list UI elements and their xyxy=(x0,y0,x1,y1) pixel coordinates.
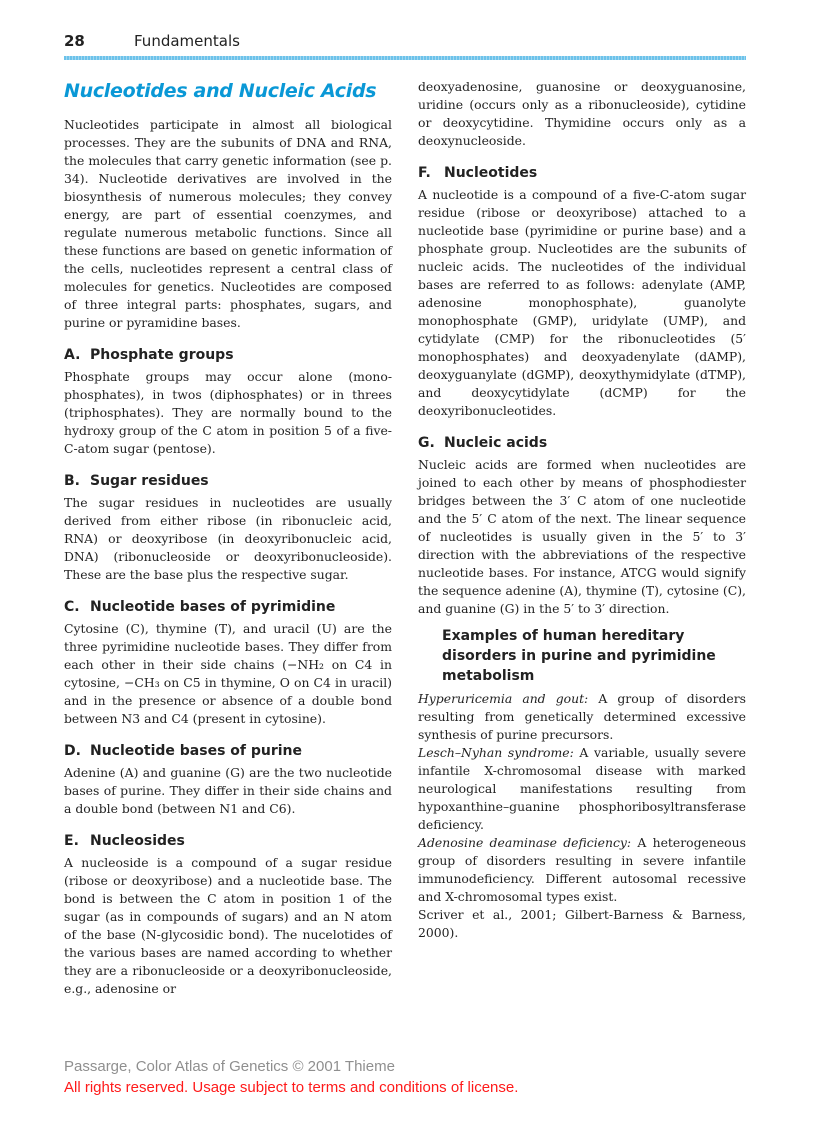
section-text-b: The sugar residues in nucleotides are usually derived from either ribose (in ribonucleic acid, RNA) or deoxyribose (in deoxyribonucleic acid, DNA) (ribonucleoside or deoxyribonucleoside). These are the base plus the respective sugar. xyxy=(64,495,392,582)
section-text-f: A nucleotide is a compound of a five-C-atom sugar residue (ribose or deoxyribose) attached to a nucleotide base (pyrimidine or purine base) and a phosphate group. Nucleotides are the subunits of nucleic acids. The nucleotides of the individual bases are referred to as follows: adenylate (AMP, adenosine monophosphate), guanolyte monophosphate (GMP), uridylate (UMP), and cytidylate (CMP) for the ribonucleotides (5′ monophosphates) and deoxyadenylate (dAMP), deoxyguanylate (dGMP), deoxythymidylate (dTMP), and deoxycytidylate (dCMP) for the deoxyribonucleotides. xyxy=(418,187,746,418)
section-title: Nucleotide bases of pyrimidine xyxy=(90,599,336,615)
page-title: Nucleotides and Nucleic Acids xyxy=(64,80,377,102)
running-head: Fundamentals xyxy=(134,32,240,50)
section-heading-e xyxy=(64,832,392,850)
section-heading-d xyxy=(64,742,392,760)
section-heading-c xyxy=(64,598,392,616)
header-rule xyxy=(64,56,746,60)
intro-paragraph: Nucleotides participate in almost all biological processes. They are the subunits of DNA and RNA, the molecules that carry genetic information (see p. 34). Nucleotide derivatives are involved in the biosynthesis of numerous molecules; they convey energy, are part of essential coenzymes, and regulate numerous metabolic functions. Since all these functions are based on genetic information of the cells, nucleotides represent a central class of molecules for genetics. Nucleotides are composed of three integral parts: phosphates, sugars, and purine or pyramidine bases. xyxy=(64,117,392,330)
section-letter: D. xyxy=(64,743,81,759)
section-title: Nucleotides xyxy=(444,165,538,181)
section-text-d: Adenine (A) and guanine (G) are the two nucleotide bases of purine. They differ in their side chains and a double bond (between N1 and C6). xyxy=(64,765,392,816)
citation: Scriver et al., 2001; Gilbert-Barness & Barness, 2000). xyxy=(418,907,746,940)
disorder-description: A variable, usually severe infantile X-chromosomal disease with marked neurological manifestations resulting from hypoxanthine–guanine phosphoribosyltransferase deficiency. xyxy=(418,745,746,832)
left-column xyxy=(64,78,392,1004)
section-letter: E. xyxy=(64,833,79,849)
section-title: Nucleosides xyxy=(90,833,185,849)
copyright-notice: Passarge, Color Atlas of Genetics © 2001 Thieme xyxy=(64,1058,395,1075)
section-heading-f xyxy=(418,164,746,182)
section-text-e: A nucleoside is a compound of a sugar residue (ribose or deoxyribose) and a nucleotide base. The bond is between the C atom in position 1 of the sugar (as in compounds of sugars) and an N atom of the base (N-glycosidic bond). The nucelotides of the various bases are named according to whether they are a ribonucleoside or a deoxyribonucleoside, e.g., adenosine or xyxy=(64,855,392,996)
section-letter: A. xyxy=(64,347,81,363)
disorder-entry xyxy=(418,690,746,744)
disorder-description: A group of disorders resulting from genetically determined excessive synthesis of purine precursors. xyxy=(418,691,746,742)
section-title: Phosphate groups xyxy=(90,347,234,363)
page-number: 28 xyxy=(64,32,85,50)
disorders-box xyxy=(418,690,746,942)
disorders-box-title: Examples of human hereditary disorders in purine and pyrimidine metabolism xyxy=(442,628,716,684)
section-title: Sugar residues xyxy=(90,473,209,489)
section-heading-g xyxy=(418,434,746,452)
disorder-term: Hyperuricemia and gout: xyxy=(418,691,589,706)
disorder-term: Lesch–Nyhan syndrome: xyxy=(418,745,574,760)
license-notice: All rights reserved. Usage subject to terms and conditions of license. xyxy=(64,1079,519,1096)
section-text-e-continued: deoxyadenosine, guanosine or deoxyguanosine, uridine (occurs only as a ribonucleoside), cytidine or deoxycytidine. Thymidine occurs only as a deoxynucleoside. xyxy=(418,79,746,148)
section-text-a: Phosphate groups may occur alone (monophosphates), in twos (diphosphates) or in threes (triphosphates). They are normally bound to the hydroxy group of the C atom in position 5 of a five-C-atom sugar (pentose). xyxy=(64,369,392,456)
section-letter: F. xyxy=(418,165,431,181)
disorder-entry xyxy=(418,744,746,834)
page-footer xyxy=(64,1058,518,1096)
disorder-term: Adenosine deaminase deficiency: xyxy=(418,835,632,850)
disorder-entry xyxy=(418,834,746,906)
section-text-c: Cytosine (C), thymine (T), and uracil (U) are the three pyrimidine nucleotide bases. They differ from each other in their side chains (−NH₂ on C4 in cytosine, −CH₃ on C5 in thymine, O on C4 in uracil) and in the presence or absence of a double bond between N3 and C4 (present in cytosine). xyxy=(64,621,392,726)
section-letter: C. xyxy=(64,599,80,615)
section-text-g: Nucleic acids are formed when nucleotides are joined to each other by means of phosphodiester bridges between the 3′ C atom of one nucleotide and the 5′ C atom of the next. The linear sequence of nucleotides is usually given in the 5′ to 3′ direction with the abbreviations of the respective nucleotide bases. For instance, ATCG would signify the sequence adenine (A), thymine (T), cytosine (C), and guanine (G) in the 5′ to 3′ direction. xyxy=(418,457,746,616)
section-heading-b xyxy=(64,472,392,490)
section-title: Nucleotide bases of purine xyxy=(90,743,303,759)
section-letter: B. xyxy=(64,473,80,489)
section-heading-a xyxy=(64,346,392,364)
section-title: Nucleic acids xyxy=(444,435,548,451)
section-letter: G. xyxy=(418,435,435,451)
right-column xyxy=(418,78,746,942)
disorder-description: A heterogeneous group of disorders resulting in severe infantile immunodeficiency. Different autosomal recessive and X-chromosomal types exist. xyxy=(418,835,746,904)
